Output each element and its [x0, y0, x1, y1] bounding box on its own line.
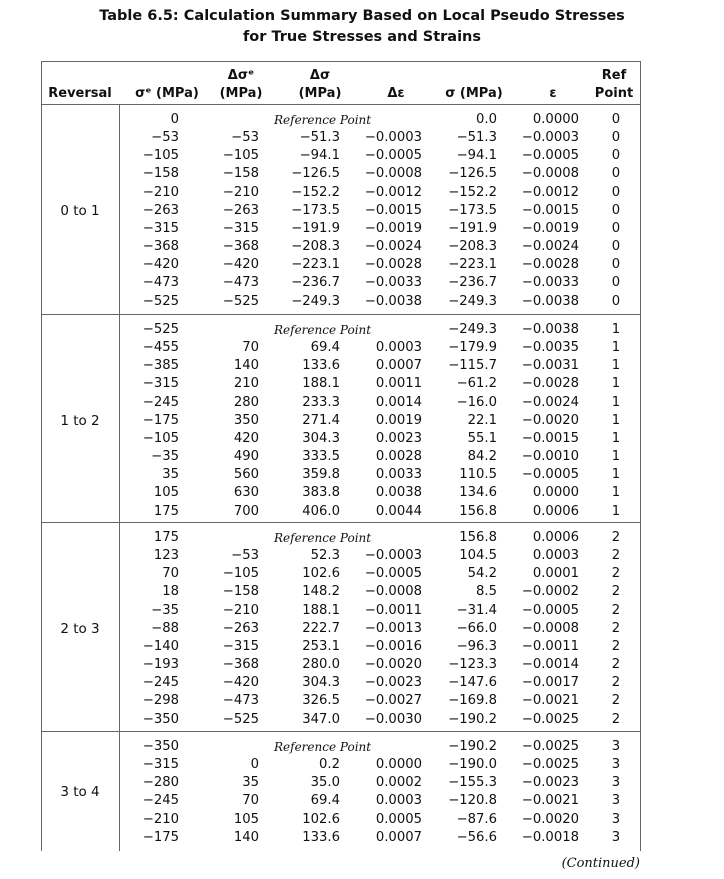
dsigma-cell: 148.2: [302, 584, 340, 600]
dsigma-e-cell: −210: [222, 602, 259, 618]
reversal-label: 0 to 1: [60, 202, 100, 219]
dsigma-cell: −126.5: [291, 166, 340, 182]
sigma-e-cell: 105: [153, 485, 179, 501]
sigma-cell: −51.3: [456, 130, 497, 146]
strain-cell: −0.0024: [521, 394, 579, 410]
delta-strain-cell: −0.0016: [364, 638, 422, 654]
strain-cell: −0.0005: [521, 148, 579, 164]
dsigma-e-cell: 140: [233, 358, 259, 374]
header-strain: ε: [549, 86, 557, 101]
dsigma-e-cell: −368: [222, 239, 259, 255]
ref-point-cell: 1: [611, 340, 621, 356]
delta-strain-cell: 0.0007: [375, 358, 422, 374]
dsigma-cell: 383.8: [302, 485, 340, 501]
sigma-cell: −190.2: [448, 739, 497, 754]
sigma-e-cell: −350: [142, 711, 179, 727]
header-sigma: σ (MPa): [445, 86, 503, 101]
delta-strain-cell: 0.0044: [375, 503, 422, 519]
dsigma-e-cell: −263: [222, 202, 259, 218]
sigma-cell: −115.7: [448, 358, 497, 374]
dsigma-e-cell: 140: [233, 829, 259, 845]
table-right-border: [640, 61, 641, 851]
dsigma-cell: 304.3: [302, 430, 340, 446]
group-separator-3: [41, 731, 641, 732]
delta-strain-cell: 0.0028: [375, 449, 422, 465]
group-separator-2: [41, 522, 641, 523]
delta-strain-cell: 0.0023: [375, 430, 422, 446]
sigma-cell: −87.6: [456, 811, 497, 827]
table-title: [0, 6, 724, 48]
sigma-e-cell: 175: [153, 503, 179, 519]
sigma-e-cell: −175: [142, 412, 179, 428]
strain-cell: −0.0015: [521, 202, 579, 218]
strain-cell: −0.0025: [521, 757, 579, 773]
sigma-e-cell: −35: [151, 602, 179, 618]
continued-note: (Continued): [561, 856, 640, 871]
sigma-cell: −152.2: [448, 184, 497, 200]
sigma-e-cell: −315: [142, 757, 179, 773]
sigma-cell: −126.5: [448, 166, 497, 182]
sigma-e-cell: 123: [153, 548, 179, 564]
delta-strain-cell: −0.0023: [364, 675, 422, 691]
dsigma-e-cell: −53: [231, 130, 259, 146]
strain-cell: −0.0031: [521, 358, 579, 374]
dsigma-cell: 359.8: [302, 467, 340, 483]
dsigma-cell: 69.4: [310, 793, 340, 809]
dsigma-e-cell: −420: [222, 257, 259, 273]
sigma-cell: −249.3: [448, 293, 497, 309]
dsigma-e-cell: −105: [222, 566, 259, 582]
sigma-e-cell: −245: [142, 675, 179, 691]
sigma-cell: −155.3: [448, 775, 497, 791]
ref-point-cell: 2: [611, 638, 621, 654]
strain-cell: −0.0038: [521, 293, 579, 309]
dsigma-e-cell: −263: [222, 620, 259, 636]
ref-point-cell: 1: [611, 449, 621, 465]
table-title-line-1: Table 6.5: Calculation Summary Based on Local Pseudo Stresses: [99, 8, 625, 24]
ref-point-cell: 3: [611, 829, 621, 845]
sigma-cell: −94.1: [456, 148, 497, 164]
sigma-cell: −223.1: [448, 257, 497, 273]
ref-point-cell: 0: [611, 148, 621, 164]
strain-cell: −0.0008: [521, 620, 579, 636]
dsigma-e-cell: 490: [233, 449, 259, 465]
dsigma-e-cell: −368: [222, 657, 259, 673]
header-dsigma-e-symbol: Δσᵉ: [227, 68, 255, 83]
sigma-cell: −179.9: [448, 340, 497, 356]
sigma-cell: −61.2: [456, 376, 497, 392]
ref-point-cell: 1: [611, 467, 621, 483]
ref-point-cell: 2: [611, 693, 621, 709]
dsigma-cell: 52.3: [310, 548, 340, 564]
sigma-e-cell: −525: [142, 322, 179, 337]
ref-point-cell: 0: [611, 275, 621, 291]
sigma-e-cell: −368: [142, 239, 179, 255]
delta-strain-cell: 0.0011: [375, 376, 422, 392]
strain-cell: 0.0006: [532, 530, 579, 545]
strain-cell: 0.0006: [532, 503, 579, 519]
table-title-line-2: for True Stresses and Strains: [242, 29, 482, 45]
dsigma-e-cell: 630: [233, 485, 259, 501]
dsigma-cell: 69.4: [310, 340, 340, 356]
reversal-label: 1 to 2: [60, 412, 100, 429]
group-separator-1: [41, 314, 641, 315]
dsigma-e-cell: −210: [222, 184, 259, 200]
ref-point-cell: 1: [611, 394, 621, 410]
dsigma-e-cell: −315: [222, 220, 259, 236]
dsigma-e-cell: 350: [233, 412, 259, 428]
dsigma-cell: 188.1: [302, 376, 340, 392]
strain-cell: −0.0005: [521, 467, 579, 483]
reference-point-note: Reference Point: [274, 323, 372, 337]
delta-strain-cell: 0.0005: [375, 811, 422, 827]
delta-strain-cell: −0.0028: [364, 257, 422, 273]
strain-cell: −0.0038: [521, 322, 579, 337]
sigma-cell: 156.8: [459, 503, 497, 519]
delta-strain-cell: −0.0030: [364, 711, 422, 727]
sigma-e-cell: −35: [151, 449, 179, 465]
sigma-cell: −249.3: [448, 322, 497, 337]
dsigma-cell: 133.6: [302, 829, 340, 845]
strain-cell: −0.0020: [521, 412, 579, 428]
ref-point-cell: 1: [611, 358, 621, 374]
delta-strain-cell: −0.0008: [364, 584, 422, 600]
sigma-cell: −208.3: [448, 239, 497, 255]
dsigma-cell: −236.7: [291, 275, 340, 291]
sigma-e-cell: 175: [153, 530, 179, 545]
sigma-cell: −96.3: [456, 638, 497, 654]
delta-strain-cell: −0.0038: [364, 293, 422, 309]
delta-strain-cell: 0.0002: [375, 775, 422, 791]
sigma-e-cell: −315: [142, 376, 179, 392]
dsigma-e-cell: −158: [222, 166, 259, 182]
reversal-label: 3 to 4: [60, 784, 100, 801]
reference-point-note: Reference Point: [274, 113, 372, 127]
sigma-e-cell: −210: [142, 184, 179, 200]
sigma-e-cell: −350: [142, 739, 179, 754]
dsigma-cell: 253.1: [302, 638, 340, 654]
dsigma-cell: 406.0: [302, 503, 340, 519]
delta-strain-cell: 0.0003: [375, 793, 422, 809]
sigma-cell: −190.0: [448, 757, 497, 773]
strain-cell: −0.0003: [521, 130, 579, 146]
dsigma-e-cell: 70: [242, 793, 259, 809]
ref-point-cell: 2: [611, 584, 621, 600]
dsigma-e-cell: −473: [222, 275, 259, 291]
delta-strain-cell: −0.0027: [364, 693, 422, 709]
dsigma-e-cell: −525: [222, 293, 259, 309]
reference-point-note: Reference Point: [274, 740, 372, 754]
delta-strain-cell: −0.0015: [364, 202, 422, 218]
dsigma-cell: 271.4: [302, 412, 340, 428]
dsigma-e-cell: 210: [233, 376, 259, 392]
dsigma-e-cell: 560: [233, 467, 259, 483]
ref-point-cell: 0: [611, 220, 621, 236]
ref-point-cell: 1: [611, 376, 621, 392]
delta-strain-cell: −0.0003: [364, 548, 422, 564]
sigma-e-cell: −280: [142, 775, 179, 791]
ref-point-cell: 2: [611, 657, 621, 673]
sigma-cell: 8.5: [476, 584, 497, 600]
dsigma-e-cell: −105: [222, 148, 259, 164]
sigma-cell: −16.0: [456, 394, 497, 410]
sigma-cell: 55.1: [467, 430, 497, 446]
dsigma-cell: −94.1: [299, 148, 340, 164]
delta-strain-cell: −0.0003: [364, 130, 422, 146]
strain-cell: −0.0008: [521, 166, 579, 182]
strain-cell: −0.0012: [521, 184, 579, 200]
summary-table: [41, 61, 641, 851]
dsigma-e-cell: 700: [233, 503, 259, 519]
dsigma-cell: −51.3: [299, 130, 340, 146]
delta-strain-cell: −0.0005: [364, 148, 422, 164]
sigma-e-cell: −193: [142, 657, 179, 673]
strain-cell: −0.0033: [521, 275, 579, 291]
sigma-e-cell: −245: [142, 793, 179, 809]
ref-point-cell: 3: [611, 775, 621, 791]
sigma-e-cell: −455: [142, 340, 179, 356]
dsigma-cell: −249.3: [291, 293, 340, 309]
strain-cell: −0.0002: [521, 584, 579, 600]
sigma-e-cell: −105: [142, 148, 179, 164]
dsigma-cell: −191.9: [291, 220, 340, 236]
ref-point-cell: 0: [611, 184, 621, 200]
ref-point-cell: 0: [611, 166, 621, 182]
dsigma-e-cell: −315: [222, 638, 259, 654]
delta-strain-cell: 0.0019: [375, 412, 422, 428]
strain-cell: −0.0028: [521, 376, 579, 392]
delta-strain-cell: −0.0024: [364, 239, 422, 255]
strain-cell: −0.0035: [521, 340, 579, 356]
ref-point-cell: 3: [611, 793, 621, 809]
sigma-cell: −236.7: [448, 275, 497, 291]
strain-cell: −0.0028: [521, 257, 579, 273]
strain-cell: −0.0025: [521, 739, 579, 754]
ref-point-cell: 2: [611, 675, 621, 691]
sigma-e-cell: 18: [162, 584, 179, 600]
sigma-e-cell: −525: [142, 293, 179, 309]
sigma-cell: 54.2: [467, 566, 497, 582]
reversal-label: 2 to 3: [60, 620, 100, 637]
sigma-cell: −173.5: [448, 202, 497, 218]
dsigma-cell: −152.2: [291, 184, 340, 200]
delta-strain-cell: −0.0019: [364, 220, 422, 236]
ref-point-cell: 1: [611, 430, 621, 446]
header-dsigma-e-unit: (MPa): [219, 86, 263, 101]
dsigma-cell: 347.0: [302, 711, 340, 727]
delta-strain-cell: −0.0033: [364, 275, 422, 291]
ref-point-cell: 2: [611, 530, 621, 545]
dsigma-cell: 102.6: [302, 811, 340, 827]
delta-strain-cell: −0.0020: [364, 657, 422, 673]
delta-strain-cell: 0.0033: [375, 467, 422, 483]
strain-cell: −0.0021: [521, 693, 579, 709]
sigma-cell: −123.3: [448, 657, 497, 673]
ref-point-cell: 0: [611, 257, 621, 273]
ref-point-cell: 0: [611, 239, 621, 255]
strain-cell: −0.0017: [521, 675, 579, 691]
sigma-e-cell: −88: [151, 620, 179, 636]
sigma-cell: −190.2: [448, 711, 497, 727]
strain-cell: −0.0024: [521, 239, 579, 255]
sigma-e-cell: −105: [142, 430, 179, 446]
sigma-e-cell: −140: [142, 638, 179, 654]
table-left-border: [41, 61, 42, 851]
dsigma-e-cell: −420: [222, 675, 259, 691]
ref-point-cell: 0: [611, 202, 621, 218]
header-delta-strain: Δε: [387, 86, 405, 101]
sigma-e-cell: 0: [170, 112, 179, 127]
header-point: Point: [594, 86, 634, 101]
sigma-e-cell: −263: [142, 202, 179, 218]
ref-point-cell: 2: [611, 602, 621, 618]
header-reversal: Reversal: [48, 86, 112, 101]
dsigma-e-cell: 35: [242, 775, 259, 791]
dsigma-e-cell: −525: [222, 711, 259, 727]
delta-strain-cell: −0.0012: [364, 184, 422, 200]
dsigma-e-cell: −158: [222, 584, 259, 600]
header-separator: [41, 104, 641, 105]
ref-point-cell: 0: [611, 130, 621, 146]
sigma-e-cell: −315: [142, 220, 179, 236]
ref-point-cell: 3: [611, 811, 621, 827]
dsigma-e-cell: 70: [242, 340, 259, 356]
strain-cell: 0.0003: [532, 548, 579, 564]
dsigma-cell: 222.7: [302, 620, 340, 636]
ref-point-cell: 0: [611, 293, 621, 309]
strain-cell: 0.0000: [532, 112, 579, 127]
sigma-e-cell: −298: [142, 693, 179, 709]
ref-point-cell: 3: [611, 739, 621, 754]
strain-cell: −0.0021: [521, 793, 579, 809]
sigma-e-cell: −245: [142, 394, 179, 410]
strain-cell: −0.0011: [521, 638, 579, 654]
dsigma-e-cell: −473: [222, 693, 259, 709]
dsigma-cell: 333.5: [302, 449, 340, 465]
sigma-cell: 134.6: [459, 485, 497, 501]
ref-point-cell: 2: [611, 566, 621, 582]
dsigma-cell: 233.3: [302, 394, 340, 410]
header-dsigma-symbol: Δσ: [309, 68, 331, 83]
delta-strain-cell: 0.0014: [375, 394, 422, 410]
sigma-cell: −120.8: [448, 793, 497, 809]
sigma-e-cell: −175: [142, 829, 179, 845]
sigma-cell: 0.0: [476, 112, 497, 127]
table-top-border: [41, 61, 641, 62]
delta-strain-cell: −0.0005: [364, 566, 422, 582]
sigma-e-cell: −210: [142, 811, 179, 827]
ref-point-cell: 0: [611, 112, 621, 127]
dsigma-cell: 102.6: [302, 566, 340, 582]
dsigma-e-cell: 0: [250, 757, 259, 773]
strain-cell: −0.0014: [521, 657, 579, 673]
ref-point-cell: 1: [611, 412, 621, 428]
strain-cell: 0.0001: [532, 566, 579, 582]
strain-cell: −0.0023: [521, 775, 579, 791]
sigma-cell: −169.8: [448, 693, 497, 709]
dsigma-cell: 188.1: [302, 602, 340, 618]
dsigma-cell: 133.6: [302, 358, 340, 374]
sigma-cell: 110.5: [459, 467, 497, 483]
strain-cell: −0.0010: [521, 449, 579, 465]
ref-point-cell: 1: [611, 485, 621, 501]
sigma-e-cell: −420: [142, 257, 179, 273]
delta-strain-cell: 0.0000: [375, 757, 422, 773]
reference-point-note: Reference Point: [274, 531, 372, 545]
ref-point-cell: 3: [611, 757, 621, 773]
dsigma-e-cell: 280: [233, 394, 259, 410]
dsigma-e-cell: 105: [233, 811, 259, 827]
delta-strain-cell: 0.0038: [375, 485, 422, 501]
sigma-cell: 22.1: [467, 412, 497, 428]
sigma-e-cell: 35: [162, 467, 179, 483]
sigma-cell: −31.4: [456, 602, 497, 618]
sigma-cell: −191.9: [448, 220, 497, 236]
sigma-cell: −147.6: [448, 675, 497, 691]
sigma-cell: −56.6: [456, 829, 497, 845]
strain-cell: −0.0019: [521, 220, 579, 236]
sigma-cell: 104.5: [459, 548, 497, 564]
ref-point-cell: 2: [611, 620, 621, 636]
dsigma-e-cell: 420: [233, 430, 259, 446]
sigma-e-cell: −385: [142, 358, 179, 374]
dsigma-cell: 304.3: [302, 675, 340, 691]
dsigma-cell: 35.0: [310, 775, 340, 791]
header-dsigma-unit: (MPa): [298, 86, 342, 101]
dsigma-cell: 326.5: [302, 693, 340, 709]
dsigma-cell: −173.5: [291, 202, 340, 218]
ref-point-cell: 2: [611, 711, 621, 727]
strain-cell: −0.0015: [521, 430, 579, 446]
header-sigma-e: σᵉ (MPa): [135, 86, 199, 101]
delta-strain-cell: 0.0007: [375, 829, 422, 845]
strain-cell: −0.0018: [521, 829, 579, 845]
delta-strain-cell: −0.0013: [364, 620, 422, 636]
delta-strain-cell: 0.0003: [375, 340, 422, 356]
ref-point-cell: 1: [611, 503, 621, 519]
dsigma-cell: −208.3: [291, 239, 340, 255]
strain-cell: −0.0005: [521, 602, 579, 618]
header-ref: Ref: [601, 68, 627, 83]
dsigma-cell: 0.2: [319, 757, 340, 773]
strain-cell: −0.0025: [521, 711, 579, 727]
sigma-e-cell: −53: [151, 130, 179, 146]
ref-point-cell: 1: [611, 322, 621, 337]
delta-strain-cell: −0.0008: [364, 166, 422, 182]
strain-cell: 0.0000: [532, 485, 579, 501]
sigma-cell: −66.0: [456, 620, 497, 636]
sigma-e-cell: −473: [142, 275, 179, 291]
sigma-cell: 84.2: [467, 449, 497, 465]
dsigma-e-cell: −53: [231, 548, 259, 564]
delta-strain-cell: −0.0011: [364, 602, 422, 618]
sigma-e-cell: 70: [162, 566, 179, 582]
ref-point-cell: 2: [611, 548, 621, 564]
strain-cell: −0.0020: [521, 811, 579, 827]
dsigma-cell: 280.0: [302, 657, 340, 673]
dsigma-cell: −223.1: [291, 257, 340, 273]
sigma-cell: 156.8: [459, 530, 497, 545]
sigma-e-cell: −158: [142, 166, 179, 182]
